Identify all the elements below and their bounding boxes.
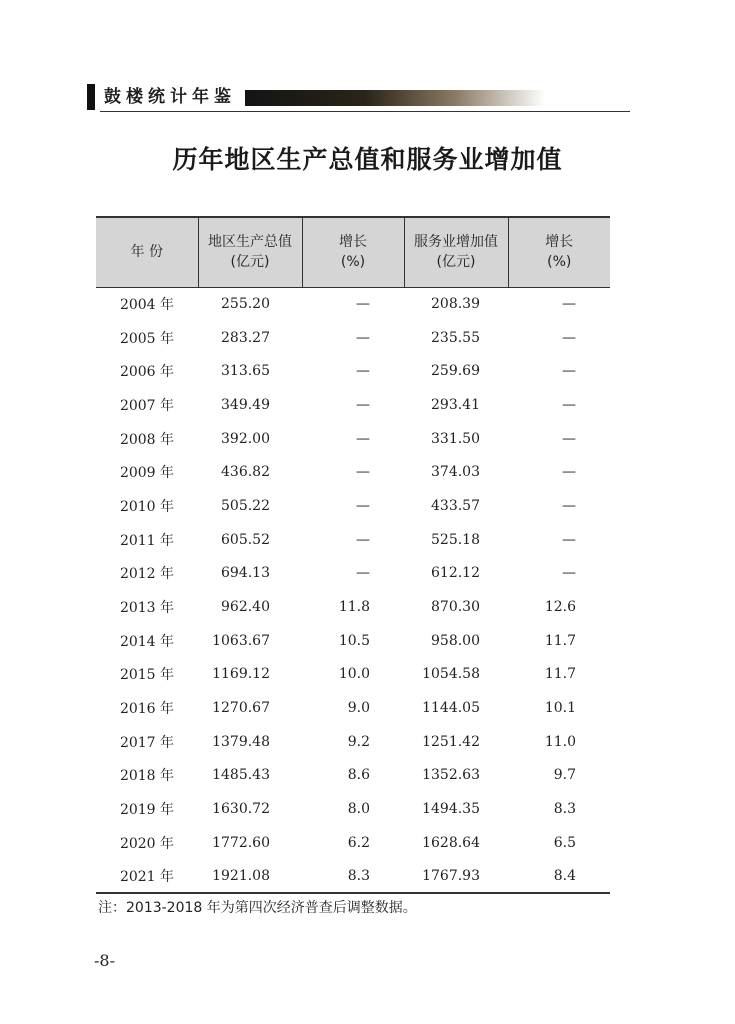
table-row [96,792,610,826]
services-value-cell: 259.69 [431,363,480,380]
table-row [96,523,610,557]
year-cell: 2010 年 [119,498,175,515]
gdp-cell: 605.52 [221,531,270,548]
services-growth-cell: — [562,396,576,413]
gdp-growth-cell: — [356,464,370,481]
year-cell: 2020 年 [119,835,175,852]
gdp-growth-cell: 9.0 [347,700,370,717]
year-cell: 2013 年 [119,600,175,617]
page-number: -8- [94,951,115,970]
gdp-growth-cell: — [356,363,370,380]
gdp-cell: 255.20 [221,296,270,313]
gdp-cell: 962.40 [221,599,270,616]
gdp-growth-cell: 9.2 [347,733,370,750]
year-cell: 2017 年 [119,734,175,751]
table-row [96,455,610,489]
services-value-cell: 1628.64 [422,834,480,851]
table-row [96,590,610,624]
year-cell: 2009 年 [119,465,175,482]
year-cell: 2007 年 [119,397,175,414]
gdp-cell: 1630.72 [212,801,270,818]
year-cell: 2008 年 [119,431,175,448]
gdp-cell: 505.22 [221,497,270,514]
services-growth-cell: 6.5 [553,834,576,851]
services-value-cell: 1767.93 [404,860,508,894]
table-row [96,489,610,523]
services-value-cell: 374.03 [431,464,480,481]
services-growth-cell: — [562,464,576,481]
year-cell: 2021 年 [96,860,198,894]
table-row [96,691,610,725]
header-year: 年 份 [96,217,198,287]
services-growth-cell: 11.7 [544,666,576,683]
gdp-cell: 313.65 [221,363,270,380]
gdp-growth-cell: 10.0 [338,666,370,683]
services-value-cell: 525.18 [431,531,480,548]
services-value-cell: 1494.35 [422,801,480,818]
services-value-cell: 433.57 [431,497,480,514]
year-cell: 2012 年 [119,566,175,583]
services-growth-cell: — [562,531,576,548]
table-row [96,826,610,860]
gdp-growth-cell: — [356,497,370,514]
gdp-growth-cell: — [356,565,370,582]
services-growth-cell: 12.6 [544,599,576,616]
gdp-cell: 349.49 [221,396,270,413]
gdp-growth-cell: 10.5 [338,632,370,649]
year-cell: 2005 年 [119,330,175,347]
year-cell: 2004 年 [119,297,175,314]
services-growth-cell: — [562,329,576,346]
services-value-cell: 1251.42 [422,733,480,750]
gdp-cell: 1485.43 [212,767,270,784]
table-row [96,388,610,422]
gdp-cell: 1270.67 [212,700,270,717]
gdp-growth-cell: — [356,396,370,413]
year-cell: 2006 年 [119,364,175,381]
header-accent-bar [87,84,95,110]
services-value-cell: 958.00 [431,632,480,649]
services-growth-cell: — [562,497,576,514]
table-row [96,354,610,388]
page-title: 历年地区生产总值和服务业增加值 [172,145,563,174]
gdp-growth-cell: — [356,531,370,548]
year-cell: 2016 年 [119,701,175,718]
gdp-cell: 694.13 [221,565,270,582]
header-gdp-growth: 增长 (%) [302,217,404,287]
gdp-cell: 1169.12 [212,666,270,683]
services-value-cell: 331.50 [431,430,480,447]
services-growth-cell: 11.7 [544,632,576,649]
gdp-growth-cell: 8.0 [347,801,370,818]
header-services-growth: 增长 (%) [508,217,610,287]
header-gdp: 地区生产总值 (亿元) [198,217,302,287]
services-value-cell: 208.39 [431,296,480,313]
gdp-cell: 392.00 [221,430,270,447]
services-value-cell: 612.12 [431,565,480,582]
table-row [96,725,610,759]
header-services-value: 服务业增加值 (亿元) [404,217,508,287]
book-title: 鼓楼统计年鉴 [104,87,236,107]
services-value-cell: 1352.63 [422,767,480,784]
table-body [96,287,610,893]
services-growth-cell: — [562,430,576,447]
services-growth-cell: — [562,565,576,582]
data-table [96,216,610,894]
table-row [96,759,610,793]
table-header-row [96,217,610,287]
year-cell: 2019 年 [119,802,175,819]
table-row [96,557,610,591]
services-growth-cell: 10.1 [544,700,576,717]
table-row [96,287,610,321]
services-growth-cell: 11.0 [544,733,576,750]
services-value-cell: 1144.05 [422,700,480,717]
table-row [96,624,610,658]
gdp-cell: 436.82 [221,464,270,481]
gdp-cell: 283.27 [221,329,270,346]
gdp-cell: 1379.48 [212,733,270,750]
header-divider [100,111,630,112]
table-row [96,860,610,894]
services-value-cell: 870.30 [431,599,480,616]
table-row [96,658,610,692]
services-value-cell: 293.41 [431,396,480,413]
services-growth-cell: 8.4 [508,860,610,894]
year-cell: 2011 年 [119,532,175,549]
gdp-growth-cell: 6.2 [347,834,370,851]
gdp-growth-cell: — [356,296,370,313]
year-cell: 2015 年 [119,667,175,684]
services-growth-cell: — [562,296,576,313]
services-growth-cell: 8.3 [553,801,576,818]
gdp-cell: 1921.08 [198,860,302,894]
gdp-growth-cell: 8.6 [347,767,370,784]
table-row [96,422,610,456]
gdp-cell: 1063.67 [212,632,270,649]
header-gradient-band [245,90,545,106]
gdp-growth-cell: 8.3 [302,860,404,894]
services-value-cell: 235.55 [431,329,480,346]
services-growth-cell: 9.7 [553,767,576,784]
services-value-cell: 1054.58 [422,666,480,683]
services-growth-cell: — [562,363,576,380]
gdp-growth-cell: — [356,430,370,447]
gdp-growth-cell: 11.8 [338,599,370,616]
year-cell: 2018 年 [119,768,175,785]
gdp-cell: 1772.60 [212,834,270,851]
footnote: 注：2013-2018 年为第四次经济普查后调整数据。 [98,900,417,916]
gdp-growth-cell: — [356,329,370,346]
year-cell: 2014 年 [119,633,175,650]
table-row [96,321,610,355]
